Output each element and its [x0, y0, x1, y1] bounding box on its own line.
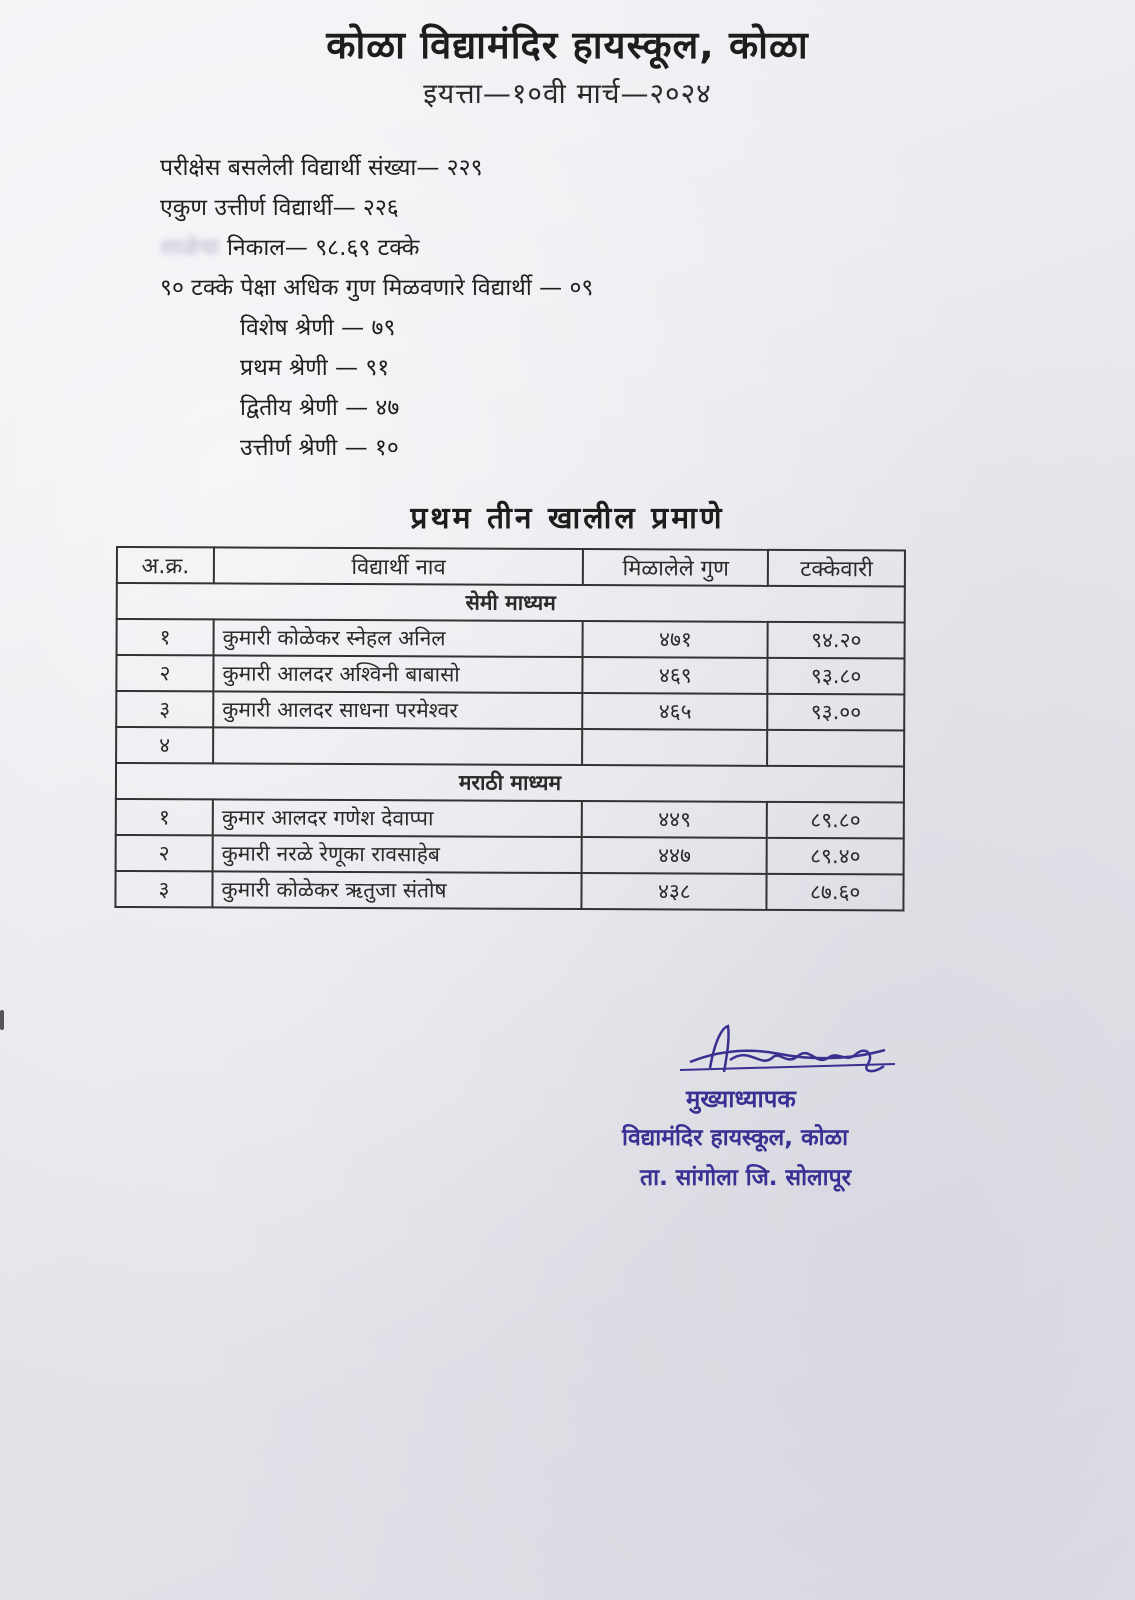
group-row	[117, 583, 905, 622]
redacted-text: शाळेचा	[160, 235, 220, 261]
cell-percent: ८९.४०	[767, 838, 904, 875]
group-label-semi: सेमी माध्यम	[117, 583, 905, 622]
cell-sr: ३	[116, 691, 213, 727]
stat-pass-class: उत्तीर्ण श्रेणी — १०	[240, 435, 399, 461]
group-row	[116, 763, 904, 802]
cell-sr: ४	[116, 727, 213, 763]
cell-percent	[767, 730, 904, 767]
header-name: विद्यार्थी नाव	[214, 547, 583, 585]
cell-name: कुमारी कोळेकर स्नेहल अनिल	[214, 619, 583, 657]
stat-second-class: द्वितीय श्रेणी — ४७	[240, 395, 400, 421]
paper-edge-mark	[0, 1010, 4, 1030]
cell-sr: ३	[115, 871, 212, 907]
cell-percent: ८९.८०	[767, 802, 904, 839]
cell-percent: ९३.००	[768, 694, 905, 731]
group-label-marathi: मराठी माध्यम	[116, 763, 904, 802]
stamp-place: ता. सांगोला जि. सोलापूर	[640, 1165, 852, 1191]
cell-sr: २	[116, 835, 213, 871]
cell-percent: ९३.८०	[768, 658, 905, 695]
cell-name: कुमारी आलदर साधना परमेश्वर	[213, 691, 582, 729]
handwritten-signature	[660, 1020, 900, 1090]
cell-percent: ९४.२०	[768, 622, 905, 659]
cell-marks: ४७१	[583, 621, 768, 658]
cell-percent: ८७.६०	[767, 874, 904, 911]
school-title: कोळा विद्यामंदिर हायस्कूल, कोळा	[326, 23, 809, 67]
stat-result-value: निकाल— ९८.६९ टक्के	[226, 235, 420, 261]
stat-first-class: प्रथम श्रेणी — ९१	[240, 355, 390, 381]
table-row	[116, 691, 904, 730]
cell-sr: १	[117, 619, 214, 655]
section-heading: प्रथम तीन खालील प्रमाणे	[410, 501, 725, 536]
cell-name: कुमारी आलदर अश्विनी बाबासो	[213, 655, 582, 693]
table-row	[116, 835, 904, 874]
cell-marks	[582, 729, 767, 766]
stat-passed: एकुण उत्तीर्ण विद्यार्थी— २२६	[160, 195, 399, 221]
cell-marks: ४३८	[582, 873, 767, 910]
stat-distinction: विशेष श्रेणी — ७९	[240, 315, 396, 341]
table-row	[116, 655, 904, 694]
cell-name	[213, 727, 582, 765]
header-sr: अ.क्र.	[117, 547, 214, 583]
table-row	[116, 799, 904, 838]
stamp-school-name: विद्यामंदिर हायस्कूल, कोळा	[622, 1125, 849, 1151]
stat-result	[160, 228, 593, 268]
result-summary	[160, 148, 593, 468]
table-header-row	[117, 547, 905, 586]
stat-above-90: ९० टक्के पेक्षा अधिक गुण मिळवणारे विद्यार्थी — ०९	[160, 275, 594, 301]
table-row	[115, 871, 903, 910]
cell-name: कुमारी कोळेकर ऋतुजा संतोष	[212, 871, 581, 909]
stat-appeared: परीक्षेस बसलेली विद्यार्थी संख्या— २२९	[160, 155, 483, 181]
header-marks: मिळालेले गुण	[583, 549, 768, 586]
exam-subtitle: इयत्ता—१०वी मार्च—२०२४	[423, 77, 712, 110]
cell-marks: ४४९	[582, 801, 767, 838]
toppers-table	[114, 546, 906, 911]
table-row	[116, 727, 904, 766]
cell-marks: ४६५	[583, 693, 768, 730]
cell-marks: ४६९	[583, 657, 768, 694]
cell-marks: ४४७	[582, 837, 767, 874]
cell-name: कुमार आलदर गणेश देवाप्पा	[213, 799, 582, 837]
header-percent: टक्केवारी	[768, 550, 905, 587]
table-row	[117, 619, 905, 658]
cell-sr: २	[116, 655, 213, 691]
cell-sr: १	[116, 799, 213, 835]
principal-title: मुख्याध्यापक	[686, 1085, 796, 1113]
cell-name: कुमारी नरळे रेणूका रावसाहेब	[213, 835, 582, 873]
